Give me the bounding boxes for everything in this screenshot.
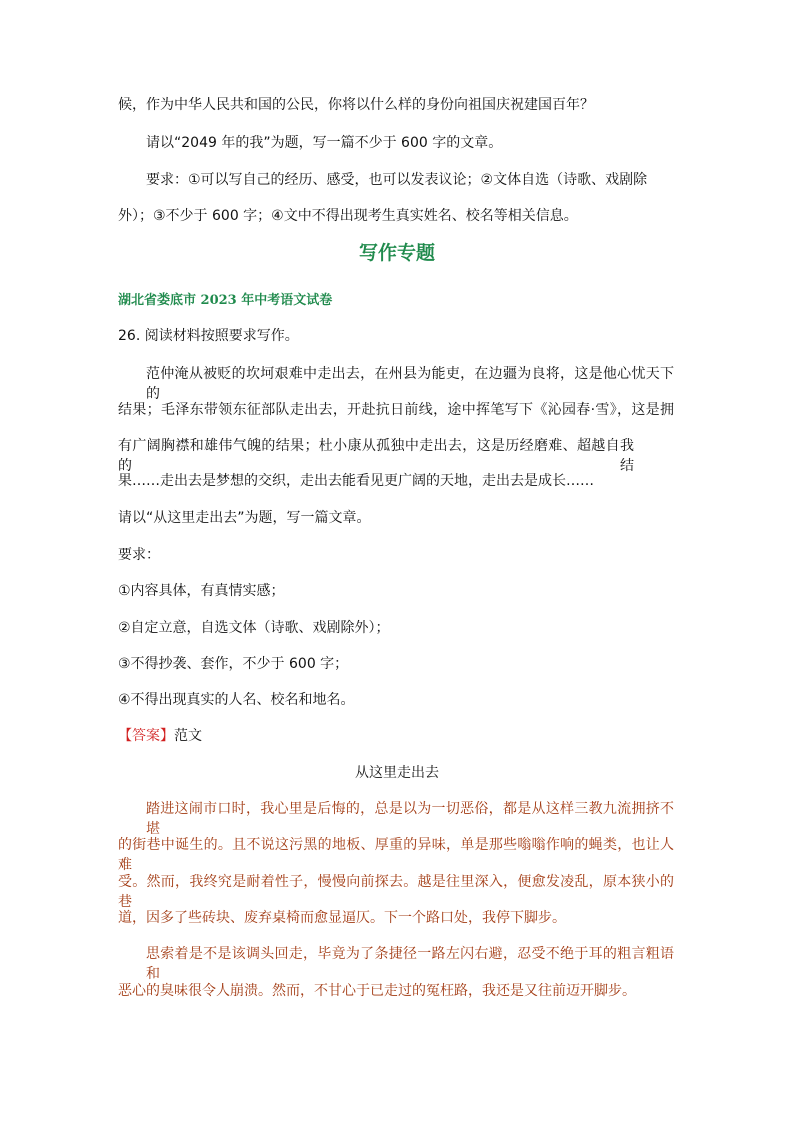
requirement-3: ③不得抄袭、套作，不少于 600 字； [118, 656, 349, 672]
intro-line-3: 要求：①可以写自己的经历、感受，也可以发表议论；②文体自选（诗歌、戏剧除 [146, 172, 648, 188]
requirement-2: ②自定立意，自选文体（诗歌、戏剧除外）； [118, 620, 390, 636]
essay-title: 从这里走出去 [355, 765, 439, 781]
essay-line-2: 的街巷中诞生的。且不说这污黑的地板、厚重的异味，单是那些嗡嗡作响的蝇类，也让人难 [118, 837, 674, 873]
intro-line-2: 请以“2049 年的我”为题，写一篇不少于 600 字的文章。 [146, 135, 503, 151]
requirement-4: ④不得出现真实的人名、校名和地名。 [118, 692, 355, 708]
requirements-label: 要求： [118, 547, 160, 563]
essay-line-6: 恶心的臭味很令人崩溃。然而，不甘心于已走过的冤枉路，我还是又往前迈开脚步。 [118, 983, 636, 999]
material-line-4: 果……走出去是梦想的交织，走出去能看见更广阔的天地，走出去是成长…… [118, 473, 594, 489]
intro-line-4: 外）；③不少于 600 字；④文中不得出现考生真实姓名、校名等相关信息。 [118, 208, 578, 224]
answer-tag: 【答案】 [118, 728, 174, 744]
exam-source: 湖北省娄底市 2023 年中考语文试卷 [118, 293, 333, 308]
section-title: 写作专题 [358, 242, 435, 264]
essay-line-1: 踏进这闹市口时，我心里是后悔的，总是以为一切恶俗，都是从这样三教九流拥挤不堪 [146, 801, 674, 837]
writing-prompt: 请以“从这里走出去”为题，写一篇文章。 [118, 510, 371, 526]
requirement-1: ①内容具体，有真情实感； [118, 583, 285, 599]
question-number: 26. 阅读材料按照要求写作。 [118, 328, 299, 344]
answer-label: 范文 [174, 728, 202, 744]
material-line-3: 有广阔胸襟和雄伟气魄的结果；杜小康从孤独中走出去，这是历经磨难、超越自我的结 [118, 438, 634, 474]
essay-line-5: 思索着是不是该调头回走，毕竟为了条捷径一路左闪右避，忍受不绝于耳的粗言粗语和 [146, 946, 674, 982]
material-line-1: 范仲淹从被贬的坎坷艰难中走出去，在州县为能吏，在边疆为良将，这是他心忧天下的 [146, 366, 674, 402]
essay-line-3: 受。然而，我终究是耐着性子，慢慢向前探去。越是往里深入，便愈发凌乱，原本狭小的巷 [118, 874, 674, 910]
material-line-2: 结果；毛泽东带领东征部队走出去，开赴抗日前线，途中挥笔写下《沁园春·雪》，这是拥 [118, 402, 674, 418]
intro-line-1: 候，作为中华人民共和国的公民，你将以什么样的身份向祖国庆祝建国百年？ [118, 97, 594, 113]
essay-line-4: 道，因多了些砖块、废弃桌椅而愈显逼仄。下一个路口处，我停下脚步。 [118, 910, 566, 926]
answer-heading [118, 726, 678, 746]
